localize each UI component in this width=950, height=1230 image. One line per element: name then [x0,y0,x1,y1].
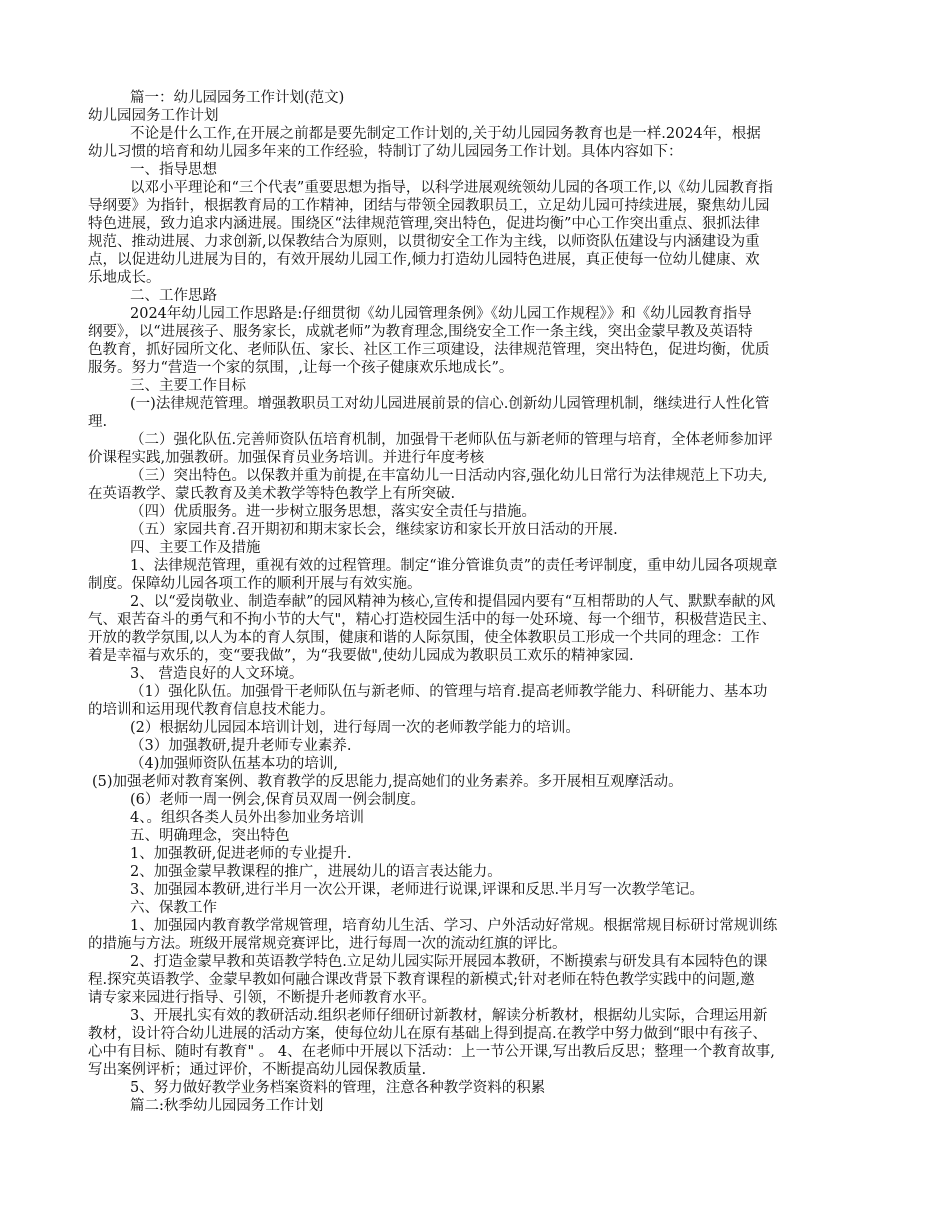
paragraph-line: 价课程实践,加强教研。加强保育员业务培训。并进行年度考核 [88,450,485,466]
paragraph-line: 开放的教学氛围,以人为本的育人氛围，健康和谐的人际氛围，使全体教职员工形成一个共同的理念：工作 [88,630,760,646]
paragraph-line: 在英语教学、蒙氏教育及美术教学等特色教学上有所突破. [88,486,456,502]
paragraph-line: 的培训和运用现代教育信息技术能力。 [88,702,335,718]
paragraph-line: 1、法律规范管理，重视有效的过程管理。制定“谁分管谁负责”的责任考评制度，重申幼儿园各项规章 [130,558,778,574]
paragraph-line: 气、艰苦奋斗的勇气和不拘小节的大气"，精心打造校园生活中的每一处环境、每一个细节，积极营造民主、 [88,612,777,628]
paragraph-line: 幼儿习惯的培育和幼儿园多年来的工作经验，特制订了幼儿园园务工作计划。具体内容如下： [88,144,683,160]
paragraph-line: 3、开展扎实有效的教研活动.组织老师仔细研讨新教材，解读分析教材，根据幼儿实际，合理运用新 [130,1008,768,1024]
paragraph-line: （五）家园共育.召开期初和期末家长会，继续家访和家长开放日活动的开展. [130,522,618,538]
section-heading: 二、工作思路 [130,288,217,304]
paragraph-line: （4)加强师资队伍基本功的培训, [130,756,338,772]
section-heading: 四、主要工作及措施 [130,540,261,556]
paragraph-line: （3）加强教研,提升老师专业素养. [130,738,352,754]
paragraph-line: （三）突出特色。以保教并重为前提,在丰富幼儿一日活动内容,强化幼儿日常行为法律规范上下功夫, [130,468,768,484]
paragraph-line: (5)加强老师对教育案例、教育教学的反思能力,提高她们的业务素养。多开展相互观摩活动。 [92,774,683,790]
paragraph-line: (一)法律规范管理。增强教职员工对幼儿园进展前景的信心.创新幼儿园管理机制，继续进行人性化管 [130,396,770,412]
paragraph-line: 请专家来园进行指导、引领，不断提升老师教育水平。 [88,990,436,1006]
paragraph-line: 3、 营造良好的人文环境。 [130,666,304,682]
paragraph-line: 纲要》，以“进展孩子、服务家长，成就老师”为教育理念,围绕安全工作一条主线，突出金蒙早教及英语特 [88,324,753,340]
paragraph-line: 3、加强园本教研,进行半月一次公开课，老师进行说课,评课和反思.半月写一次教学笔记。 [130,882,705,898]
paragraph-line: 制度。保障幼儿园各项工作的顺利开展与有效实施。 [88,576,422,592]
paragraph-line: 2024年幼儿园工作思路是:仔细贯彻《幼儿园管理条例》《幼儿园工作规程》》和《幼儿园教育指导 [130,306,752,322]
paragraph-line: 2、打造金蒙早教和英语教学特色.立足幼儿园实际开展园本教研，不断摸索与研发具有本园特色的课 [130,954,768,970]
paragraph-line: 1、加强园内教育教学常规管理，培育幼儿生活、学习、户外活动好常规。根据常规目标研讨常规训练 [130,918,778,934]
paragraph-line: 5、努力做好教学业务档案资料的管理，注意各种教学资料的积累 [130,1080,546,1096]
paragraph-line: 程.探究英语教学、金蒙早教如何融合课改背景下教育课程的新模式;针对老师在特色教学实践中的问题,邀 [88,972,755,988]
paragraph-line: 规范、推动进展、力求创新,以保教结合为原则，以贯彻安全工作为主线，以师资队伍建设与内涵建设为重 [88,234,760,250]
paragraph-line: (6）老师一周一例会,保育员双周一例会制度。 [130,792,425,808]
section-heading: 六、保教工作 [130,900,217,916]
section-heading: 一、指导思想 [130,162,217,178]
document-title: 幼儿园园务工作计划 [88,108,219,124]
paragraph-line: 服务。努力“营造一个家的氛围，,让每一个孩子健康欢乐地成长”。 [88,360,514,376]
paragraph-line: （四）优质服务。进一步树立服务思想，落实安全责任与措施。 [130,504,536,520]
paragraph-line: 心中有目标、随时有教育" 。 4、在老师中开展以下活动：上一节公开课,写出教后反思；整理一个教育故事, [88,1044,775,1060]
paragraph-line: 写出案例评析；通过评价，不断提高幼儿园保教质量. [88,1062,427,1078]
paragraph-line: （1）强化队伍。加强骨干老师队伍与新老师、的管理与培育.提高老师教学能力、科研能力、基本功 [130,684,768,700]
paragraph-line: 着是幸福与欢乐的，变“要我做”，为“我要做",使幼儿园成为教职员工欢乐的精神家园. [88,648,634,664]
section-heading: 三、主要工作目标 [130,378,246,394]
paragraph-line: (2）根据幼儿园园本培训计划，进行每周一次的老师教学能力的培训。 [130,720,580,736]
paragraph-line: 点，以促进幼儿进展为目的，有效开展幼儿园工作,倾力打造幼儿园特色进展，真正使每一位幼儿健康、欢 [88,252,760,268]
paragraph-line: 乐地成长。 [88,270,161,286]
paragraph-line: 2、加强金蒙早教课程的推广，进展幼儿的语言表达能力。 [130,864,502,880]
paragraph-line: 1、加强教研,促进老师的专业提升. [130,846,352,862]
paragraph-line: 特色进展，致力追求内涵进展。围绕区“法律规范管理,突出特色，促进均衡”中心工作突出重点、狠抓法律 [88,216,760,232]
paragraph-line: 色教育，抓好园所文化、老师队伍、家长、社区工作三项建设，法律规范管理，突出特色，促进均衡，优质 [88,342,770,358]
paragraph-line: 4、。组织各类人员外出参加业务培训 [130,810,364,826]
section-heading: 五、明确理念，突出特色 [130,828,290,844]
paragraph-line: 以邓小平理论和“三个代表”重要思想为指导，以科学进展观统领幼儿园的各项工作,以《幼儿园教育指 [130,180,773,196]
paragraph-line: 不论是什么工作,在开展之前都是要先制定工作计划的,关于幼儿园园务教育也是一样.2024年，根据 [130,126,761,142]
paragraph-line: 导纲要》为指针，根据教育局的工作精神，团结与带领全园教职员工，立足幼儿园可持续进展，聚焦幼儿园 [88,198,770,214]
paragraph-line: 理. [88,414,108,430]
paragraph-line: （二）强化队伍.完善师资队伍培育机制，加强骨干老师队伍与新老师的管理与培育，全体老师参加评 [130,432,773,448]
paragraph-line: 的措施与方法。班级开展常规竞赛评比，进行每周一次的流动红旗的评比。 [88,936,567,952]
section-heading: 篇二:秋季幼儿园园务工作计划 [130,1098,324,1114]
paragraph-line: 2、以“爱岗敬业、制造奉献”的园风精神为核心,宣传和提倡园内要有“互相帮助的人气、默默奉献的风 [130,594,776,610]
section-heading: 篇一：幼儿园园务工作计划(范文) [130,90,345,106]
paragraph-line: 教材，设计符合幼儿进展的活动方案，使每位幼儿在原有基础上得到提高.在教学中努力做到“眼中有孩子、 [88,1026,768,1042]
